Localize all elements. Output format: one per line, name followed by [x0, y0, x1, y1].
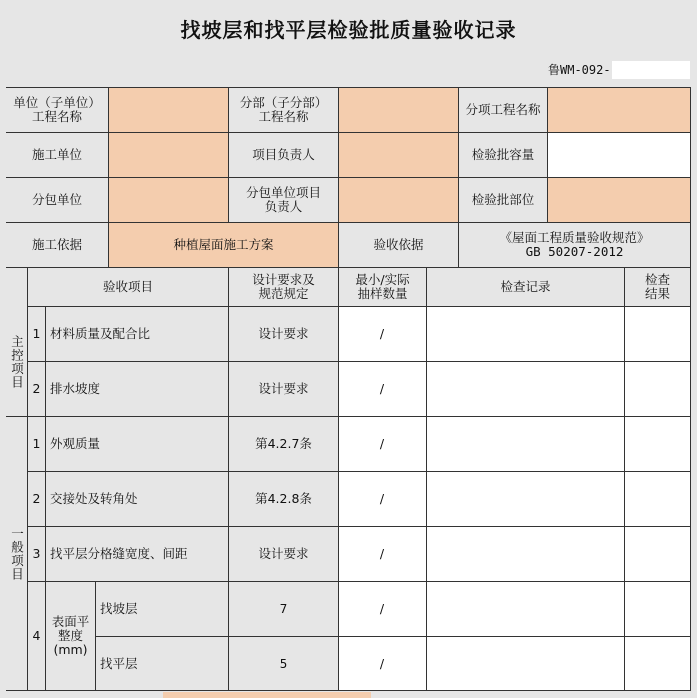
row-design: 第4.2.8条 — [229, 472, 339, 527]
label-line: GB 50207-2012 — [525, 244, 624, 259]
col-head-design — [229, 268, 339, 307]
location-field[interactable] — [548, 178, 691, 223]
col-head-sample — [339, 268, 427, 307]
group-main-control: 主控项目 — [6, 307, 28, 417]
sample-actual-field[interactable] — [393, 582, 427, 637]
unit-name-label — [6, 88, 109, 133]
flatness-level-design: 5 — [229, 637, 339, 691]
sub-pm-label — [229, 178, 339, 223]
flatness-slope-name: 找坡层 — [96, 582, 229, 637]
result-field[interactable] — [625, 362, 691, 417]
label-line: 整度 — [57, 628, 83, 643]
label-line: 最小/实际 — [355, 272, 410, 287]
label-line: 分包单位项目 — [245, 185, 321, 200]
group-col-head — [6, 268, 28, 307]
sample-slash: / — [371, 637, 393, 691]
sample-actual-field[interactable] — [393, 637, 427, 691]
label-line: 抽样数量 — [357, 286, 408, 301]
row-no: 2 — [28, 472, 46, 527]
row-item-name: 外观质量 — [46, 417, 229, 472]
flatness-level-name: 找平层 — [96, 637, 229, 691]
capacity-label: 检验批容量 — [459, 133, 548, 178]
subitem-label: 分项工程名称 — [459, 88, 548, 133]
flatness-label — [46, 582, 96, 691]
pm-label: 项目负责人 — [229, 133, 339, 178]
label-line: 结果 — [644, 286, 670, 301]
record-field[interactable] — [427, 362, 625, 417]
group-general: 一般项目 — [6, 417, 28, 691]
label-line: (mm) — [53, 642, 88, 657]
sample-actual-field[interactable] — [393, 307, 427, 362]
sample-slash: / — [371, 362, 393, 417]
sample-min-field[interactable] — [339, 307, 371, 362]
row-no: 1 — [28, 307, 46, 362]
record-field[interactable] — [427, 637, 625, 691]
row-item-name: 材料质量及配合比 — [46, 307, 229, 362]
sub-pm-field[interactable] — [339, 178, 459, 223]
record-field[interactable] — [427, 527, 625, 582]
accept-basis-label: 验收依据 — [339, 223, 459, 268]
basis-label: 施工依据 — [6, 223, 109, 268]
label-line: 表面平 — [51, 614, 90, 629]
result-field[interactable] — [625, 307, 691, 362]
sample-actual-field[interactable] — [393, 527, 427, 582]
sample-slash: / — [371, 472, 393, 527]
result-field[interactable] — [625, 582, 691, 637]
row-design: 设计要求 — [229, 527, 339, 582]
col-head-item: 验收项目 — [28, 268, 229, 307]
page-title: 找坡层和找平层检验批质量验收记录 — [180, 18, 517, 42]
sample-min-field[interactable] — [339, 637, 371, 691]
row-design: 第4.2.7条 — [229, 417, 339, 472]
flatness-slope-design: 7 — [229, 582, 339, 637]
subdivision-label — [229, 88, 339, 133]
subdivision-field[interactable] — [339, 88, 459, 133]
record-field[interactable] — [427, 417, 625, 472]
subcontractor-field[interactable] — [109, 178, 229, 223]
row-no: 2 — [28, 362, 46, 417]
row-item-name: 排水坡度 — [46, 362, 229, 417]
next-row-input[interactable] — [163, 692, 371, 698]
row-item-name: 交接处及转角处 — [46, 472, 229, 527]
sample-min-field[interactable] — [339, 527, 371, 582]
row-no: 1 — [28, 417, 46, 472]
sample-min-field[interactable] — [339, 582, 371, 637]
label-line: 检查 — [644, 272, 670, 287]
row-design: 设计要求 — [229, 307, 339, 362]
sample-actual-field[interactable] — [393, 472, 427, 527]
label-line: 《屋面工程质量验收规范》 — [499, 230, 650, 245]
pm-field[interactable] — [339, 133, 459, 178]
row-item-name: 找平层分格缝宽度、间距 — [46, 527, 229, 582]
col-head-record: 检查记录 — [427, 268, 625, 307]
subcontractor-label: 分包单位 — [6, 178, 109, 223]
label-line: 工程名称 — [31, 109, 82, 124]
record-field[interactable] — [427, 472, 625, 527]
record-field[interactable] — [427, 582, 625, 637]
row-no: 4 — [28, 582, 46, 691]
sample-min-field[interactable] — [339, 472, 371, 527]
sample-slash: / — [371, 417, 393, 472]
label-line: 分部（子分部） — [239, 95, 328, 110]
label-line: 单位（子单位） — [13, 95, 101, 110]
sample-min-field[interactable] — [339, 362, 371, 417]
subitem-field[interactable] — [548, 88, 691, 133]
basis-field[interactable]: 种植屋面施工方案 — [109, 223, 339, 268]
sample-min-field[interactable] — [339, 417, 371, 472]
sample-slash: / — [371, 527, 393, 582]
label-line: 规范规定 — [258, 286, 309, 301]
document-number-field[interactable] — [612, 61, 690, 79]
result-field[interactable] — [625, 637, 691, 691]
sample-slash: / — [371, 582, 393, 637]
sample-slash: / — [371, 307, 393, 362]
constructor-label: 施工单位 — [6, 133, 109, 178]
accept-basis-value — [459, 223, 691, 268]
result-field[interactable] — [625, 527, 691, 582]
capacity-field[interactable] — [548, 133, 691, 178]
result-field[interactable] — [625, 417, 691, 472]
record-field[interactable] — [427, 307, 625, 362]
label-line: 负责人 — [264, 199, 303, 214]
constructor-field[interactable] — [109, 133, 229, 178]
col-head-result — [625, 268, 691, 307]
row-no: 3 — [28, 527, 46, 582]
label-line: 工程名称 — [258, 109, 309, 124]
sample-actual-field[interactable] — [393, 417, 427, 472]
row-design: 设计要求 — [229, 362, 339, 417]
unit-name-field[interactable] — [109, 88, 229, 133]
document-number: 鲁WM-092- — [548, 63, 611, 77]
result-field[interactable] — [625, 472, 691, 527]
location-label: 检验批部位 — [459, 178, 548, 223]
sample-actual-field[interactable] — [393, 362, 427, 417]
label-line: 设计要求及 — [252, 272, 315, 287]
